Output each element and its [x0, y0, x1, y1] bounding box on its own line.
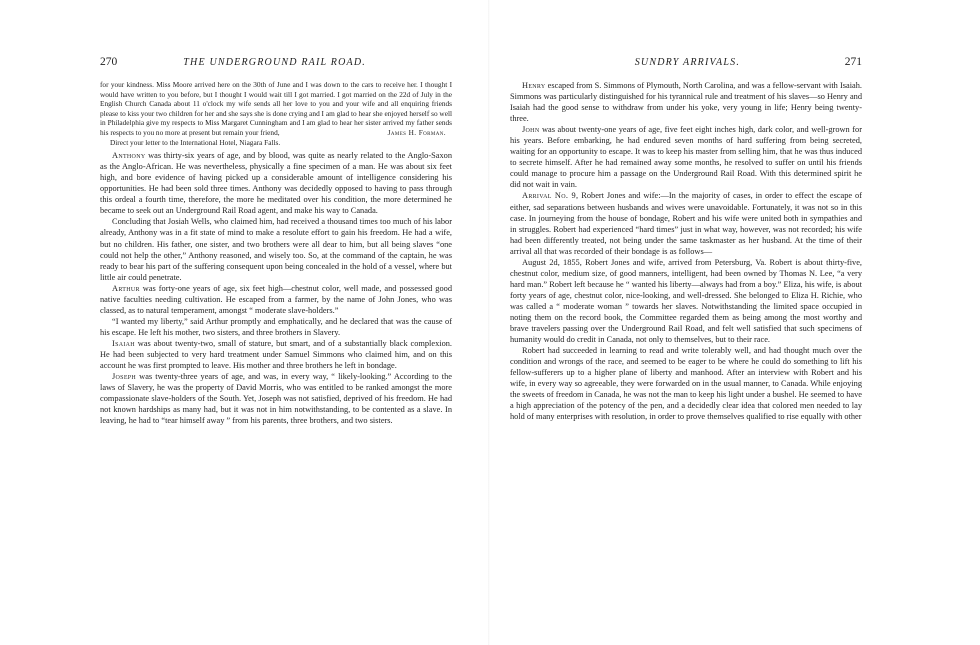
letter-direction: Direct your letter to the International Hotel, Niagara Falls.: [110, 137, 281, 147]
paragraph-arrival-9: [510, 190, 862, 256]
paragraph-lead: Isaiah: [112, 338, 135, 348]
paragraph-lead: Joseph: [112, 372, 137, 382]
paragraph-body: was about twenty-two, small of stature, but smart, and of a substantially black complexion. He had been subjected to very hard treatment under Samuel Simmons who claimed him, and on this account he was first prompted to leave. His mother and three brothers he left in bondage.: [100, 338, 452, 371]
paragraph-body: escaped from S. Simmons of Plymouth, North Carolina, and was a fellow-servant with Isaiah. Simmons was particularly distinguished for his tyrannical rule and treatment of his slaves—so Henry and Isaiah had the good sense to withdraw from under his yoke, very young in life; Henry being twenty-three.: [510, 81, 862, 124]
paragraph-record-entry: [510, 257, 862, 345]
paragraph-lead: Anthony: [112, 151, 146, 161]
running-head-right: [510, 56, 862, 74]
paragraph-body: was about twenty-one years of age, five feet eight inches high, dark color, and well-grown for his years. Before embarking, he had endured seven months of hard suffering from being secreted, waiting for an opportunity to escape. It was to keep his master from selling him, that he was thus induced to secrete himself. After he had remained away some months, he resolved to suffer on until his friends could manage to procure him a passage on the Underground Rail Road. With this determined spirit he did not wait in vain.: [510, 125, 862, 190]
letter-text: for your kindness. Miss Moore arrived here on the 30th of June and I was down to the cars to receive her. I thought I would have written to you before, but I thought I would wait till I got married. I got married on the 22d of July in the English Church Canada about 11 o'clock my wife sends all her love to you and your wife and all enquiring friends please to kiss your two children for her and she says she is done crying and I am glad to hear she enjoyed herself so well in Philadelphia give my respects to Miss Margaret Cunningham and I am glad to hear her sister arrived my father sends his respects to you no more at present but remain your friend,: [100, 80, 452, 137]
paragraph-body: was forty-one years of age, six feet high—chestnut color, well made, and possessed good native faculties needing cultivation. He escaped from a farmer, by the name of John Jones, who was classed, as to natural temperament, amongst “ moderate slave-holders.”: [100, 283, 452, 315]
paragraph-body: Concluding that Josiah Wells, who claimed him, had received a thousand times too much of his labor already, Anthony was in a fit state of mind to make a resolute effort to gain his freedom. He had a wife, but no children. His father, one sister, and two brothers were all dear to him, but all being slaves “one could not help the other,” Anthony reasoned, and wisely too. So, at the command of the captain, he was ready to bear his part of the suffering consequent upon being concealed in the hold of a vessel, where but little air could penetrate.: [100, 217, 452, 282]
running-title-right: SUNDRY ARRIVALS.: [634, 57, 741, 68]
paragraph-lead: John: [522, 125, 540, 135]
left-page: [0, 0, 488, 645]
paragraph-body: was thirty-six years of age, and by blood, was quite as nearly related to the Anglo-Saxon as the Anglo-African. He was nevertheless, physically a fine specimen of a man. He was about six feet high, and bore evidence of having picked up a considerable amount of intelligence considering his opportunities. He had been sold three times. Anthony was decidedly opposed to having to pass through this ordeal a fourth time, therefore, the more he meditated over his condition, the more determined he became to seek out an Underground Rail Road agent, and make his way to Canada.: [100, 151, 452, 216]
page-number-left: 270: [100, 56, 118, 68]
paragraph-josiah-wells: [100, 216, 452, 282]
letter-signature: James H. Forman.: [387, 127, 446, 137]
paragraph-body: “I wanted my liberty,” said Arthur promptly and emphatically, and he declared that was the cause of his escape. He left his mother, two sisters, and three brothers in Slavery.: [100, 316, 452, 337]
right-page: [490, 0, 980, 645]
running-title-left: THE UNDERGROUND RAIL ROAD.: [183, 57, 366, 68]
paragraph-robert-reading: [510, 345, 862, 422]
paragraph-body: Robert Jones and wife:—In the majority of cases, in order to effect the escape of either, sad separations between husbands and wives were unavoidable. Fortunately, it was not so in this case. In journeying from the house of bondage, Robert and his wife were united both in sympathies and in struggles. Robert had experienced “hard times” just in what way, however, was not recorded; his wife had been differently treated, not being under the same taskmaster as her husband. At the time of their arrival all that was recorded of their bondage is as follows—: [510, 191, 862, 256]
paragraph-lead: Arthur: [112, 283, 140, 293]
paragraph-arthur-quote: [100, 316, 452, 338]
paragraph-joseph: [100, 371, 452, 426]
paragraph-body: was twenty-three years of age, and was, in every way, “ likely-looking.” According to the laws of Slavery, he was the property of David Morris, who was entitled to be ranked amongst the more compassionate slave-holders of the South. Yet, Joseph was not satisfied, deprived of his freedom. He had not known hardships as many had, but it was not in him notwithstanding, to be contented as a slave. In leaving, he had to “tear himself away ” from his parents, three brothers, and two sisters.: [100, 372, 452, 426]
paragraph-body: Robert had succeeded in learning to read and write tolerably well, and had thought much over the condition and wrongs of the race, and seemed to be eager to be where he could do something to lift his fellow-sufferers up to a higher plane of liberty and manhood. After an interview with Robert and his wife, in every way so agreeable, they were forwarded on in the usual manner, to Canada. While enjoying the sweets of freedom in Canada, he was not the man to keep his light under a bushel. He seemed to have a high appreciation of the potency of the pen, and a decidedly clear idea that colored men needed to lay hold of many enterprises with resolution, in order to prove themselves qualified to rise equally with other: [510, 346, 862, 422]
paragraph-arthur: [100, 283, 452, 316]
page-number-right: 271: [844, 56, 862, 68]
paragraph-lead: Henry: [522, 81, 546, 90]
paragraph-body: August 2d, 1855, Robert Jones and wife, arrived from Petersburg, Va. Robert is about thirty-five, chestnut color, medium size, of good manners, intelligent, had been owned by Thomas N. Lee, “a very hard man.” Robert left because he “ wanted his liberty—always had from a boy.” Eliza, his wife, is about forty years of age, chestnut color, nice-looking, and well-dressed. She belonged to Eliza H. Richie, who was called a “ moderate woman ” towards her slaves. Notwithstanding the limited space occupied in noting them on the record book, the Committee regarded them as being among the most worthy and brave travelers passing over the Underground Rail Road, and felt well satisfied that such specimens of humanity would do credit in Canada, not only to themselves, but to their race.: [510, 257, 862, 345]
paragraph-john: [510, 124, 862, 190]
paragraph-henry: [510, 80, 862, 124]
paragraph-lead: Arrival No. 9,: [522, 191, 579, 201]
running-head-left: [100, 56, 452, 74]
paragraph-isaiah: [100, 338, 452, 371]
paragraph-anthony: [100, 150, 452, 216]
